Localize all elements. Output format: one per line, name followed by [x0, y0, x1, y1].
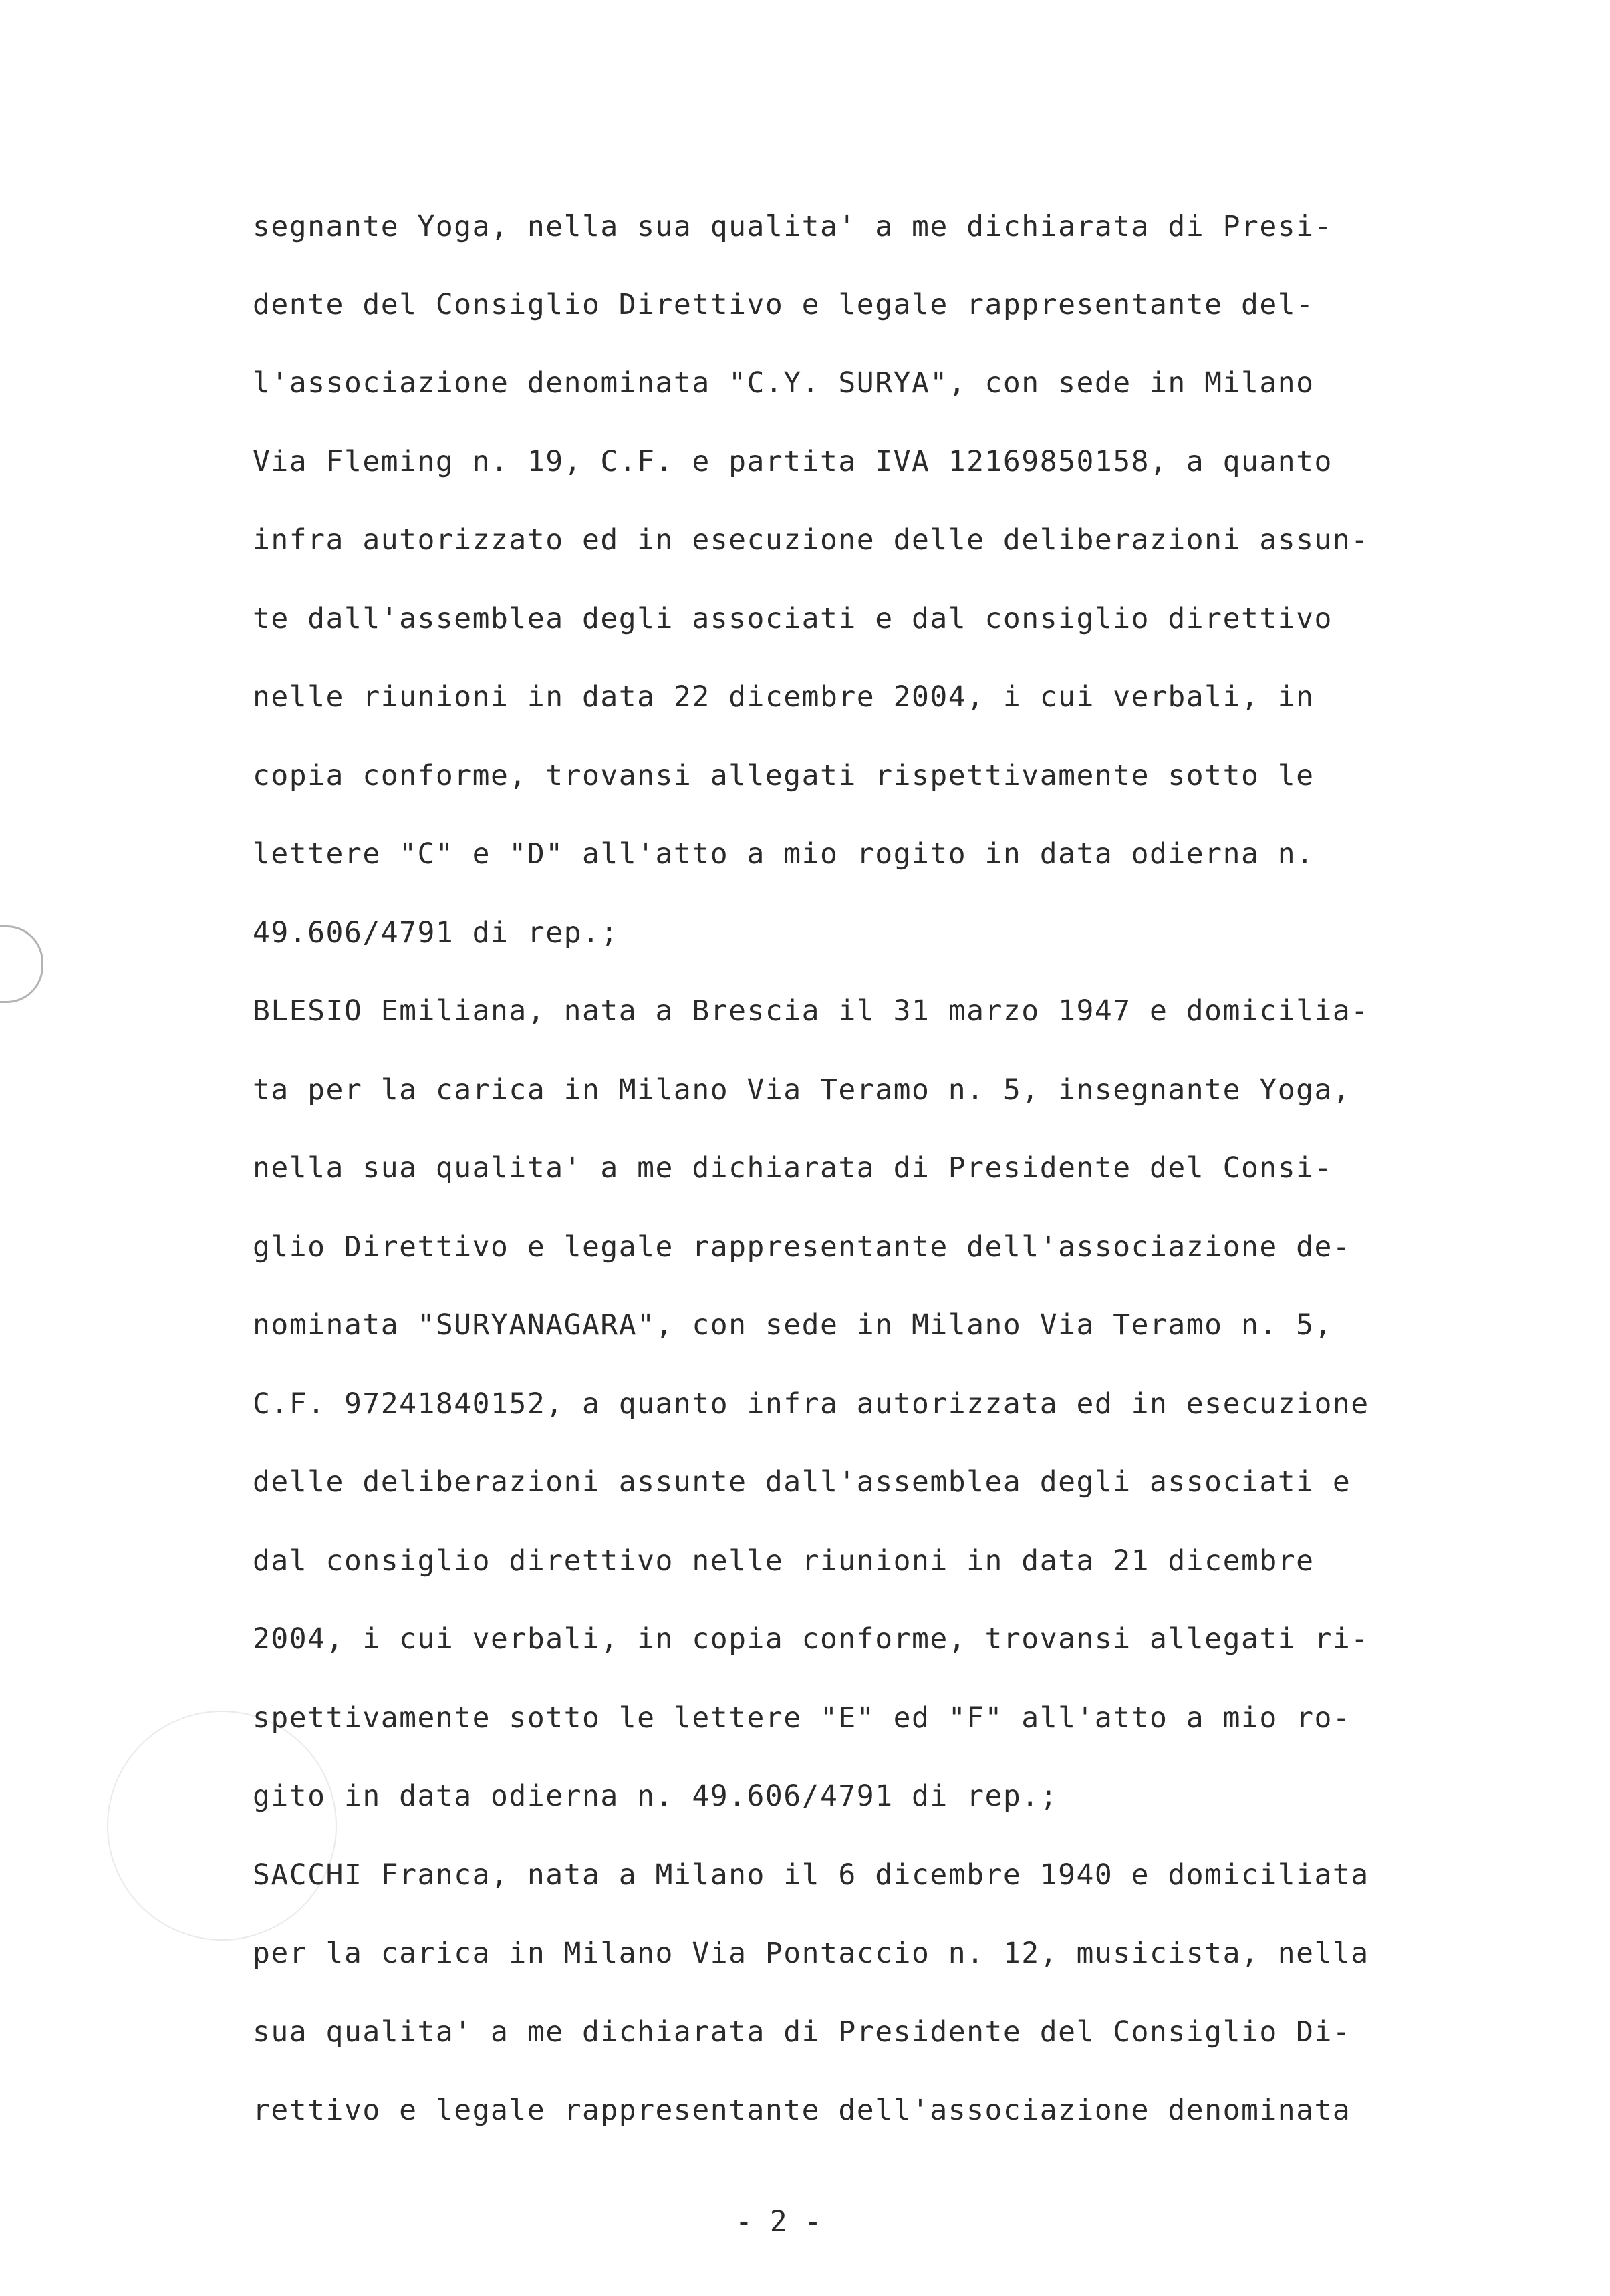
text-line: rettivo e legale rappresentante dell'associazione denominata: [253, 2094, 1351, 2127]
text-line: gito in data odierna n. 49.606/4791 di rep.;: [253, 1779, 1059, 1813]
text-line: dal consiglio direttivo nelle riunioni in data 21 dicembre: [253, 1544, 1315, 1578]
text-line: nominata "SURYANAGARA", con sede in Milano Via Teramo n. 5,: [253, 1308, 1333, 1342]
text-line: delle deliberazioni assunte dall'assemblea degli associati e: [253, 1465, 1351, 1499]
text-line: ta per la carica in Milano Via Teramo n. 5, insegnante Yoga,: [253, 1073, 1351, 1107]
text-line: copia conforme, trovansi allegati rispettivamente sotto le: [253, 759, 1315, 793]
text-line: spettivamente sotto le lettere "E" ed "F" all'atto a mio ro-: [253, 1701, 1351, 1735]
text-line: Via Fleming n. 19, C.F. e partita IVA 12169850158, a quanto: [253, 445, 1333, 478]
text-line: per la carica in Milano Via Pontaccio n. 12, musicista, nella: [253, 1936, 1369, 1970]
page-number: - 2 -: [735, 2205, 822, 2239]
body-text: [253, 200, 1369, 2218]
text-line: l'associazione denominata "C.Y. SURYA", con sede in Milano: [253, 366, 1315, 400]
text-line: SACCHI Franca, nata a Milano il 6 dicembre 1940 e domiciliata: [253, 1858, 1369, 1892]
text-line: dente del Consiglio Direttivo e legale rappresentante del-: [253, 288, 1315, 321]
text-line: infra autorizzato ed in esecuzione delle deliberazioni assun-: [253, 523, 1369, 557]
text-line: glio Direttivo e legale rappresentante dell'associazione de-: [253, 1230, 1351, 1264]
text-line: 49.606/4791 di rep.;: [253, 916, 619, 950]
text-line: nelle riunioni in data 22 dicembre 2004, i cui verbali, in: [253, 680, 1315, 714]
text-line: C.F. 97241840152, a quanto infra autorizzata ed in esecuzione: [253, 1387, 1369, 1421]
text-line: BLESIO Emiliana, nata a Brescia il 31 marzo 1947 e domicilia-: [253, 994, 1369, 1028]
punch-hole-mark: [0, 925, 43, 1003]
text-line: sua qualita' a me dichiarata di Presidente del Consiglio Di-: [253, 2015, 1351, 2049]
text-line: 2004, i cui verbali, in copia conforme, trovansi allegati ri-: [253, 1622, 1369, 1656]
text-line: te dall'assemblea degli associati e dal consiglio direttivo: [253, 602, 1333, 635]
text-line: segnante Yoga, nella sua qualita' a me dichiarata di Presi-: [253, 210, 1333, 243]
text-line: lettere "C" e "D" all'atto a mio rogito in data odierna n.: [253, 837, 1315, 871]
text-line: nella sua qualita' a me dichiarata di Presidente del Consi-: [253, 1151, 1333, 1185]
